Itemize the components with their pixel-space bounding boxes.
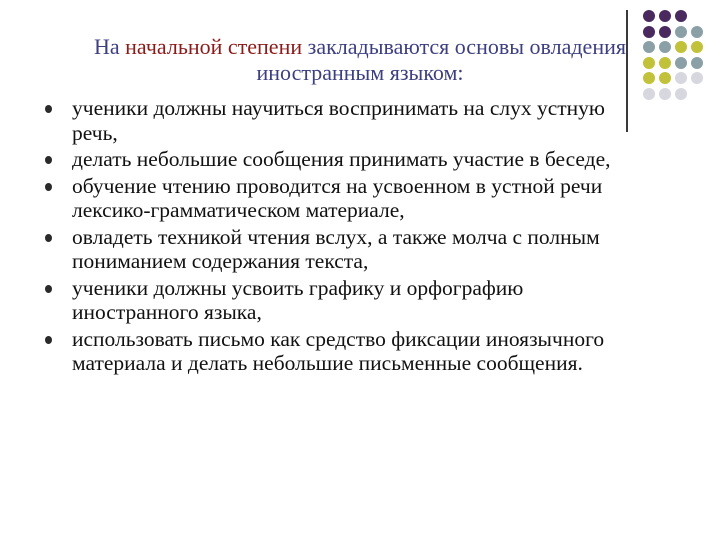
decorative-dot xyxy=(691,41,703,53)
list-item xyxy=(42,174,632,223)
decorative-dot xyxy=(691,72,703,84)
decorative-dot xyxy=(675,88,687,100)
decorative-dot xyxy=(643,88,655,100)
slide-heading xyxy=(40,34,680,86)
heading-suffix: закладываются основы овладения иностранным языком: xyxy=(256,34,626,85)
decorative-dot xyxy=(691,57,703,69)
decorative-dot xyxy=(643,10,655,22)
heading-prefix: На xyxy=(94,34,126,59)
decorative-dot xyxy=(675,10,687,22)
bullet-icon xyxy=(45,285,52,293)
list-item xyxy=(42,327,632,376)
bullet-icon xyxy=(45,336,52,344)
list-item-text: ученики должны усвоить графику и орфографию иностранного языка, xyxy=(72,275,524,324)
bullet-icon xyxy=(45,234,52,242)
bullet-icon xyxy=(45,183,52,191)
bullet-icon xyxy=(45,105,52,113)
list-item xyxy=(42,276,632,325)
bullet-list xyxy=(42,96,632,378)
list-item-text: использовать письмо как средство фиксации иноязычного материала и делать небольшие письменные сообщения. xyxy=(72,326,605,375)
bullet-icon xyxy=(45,156,52,164)
list-item-text: обучение чтению проводится на усвоенном в устной речи лексико-грамматическом материале, xyxy=(72,173,603,222)
decorative-dot xyxy=(659,88,671,100)
list-item xyxy=(42,225,632,274)
list-item-text: овладеть техникой чтения вслух, а также молча с полным пониманием содержания текста, xyxy=(72,224,600,273)
heading-highlight: начальной степени xyxy=(125,34,303,59)
list-item xyxy=(42,96,632,145)
decorative-dot xyxy=(691,26,703,38)
decorative-dot xyxy=(659,10,671,22)
list-item xyxy=(42,147,632,172)
list-item-text: делать небольшие сообщения принимать участие в беседе, xyxy=(72,147,611,171)
list-item-text: ученики должны научиться воспринимать на слух устную речь, xyxy=(72,96,605,145)
